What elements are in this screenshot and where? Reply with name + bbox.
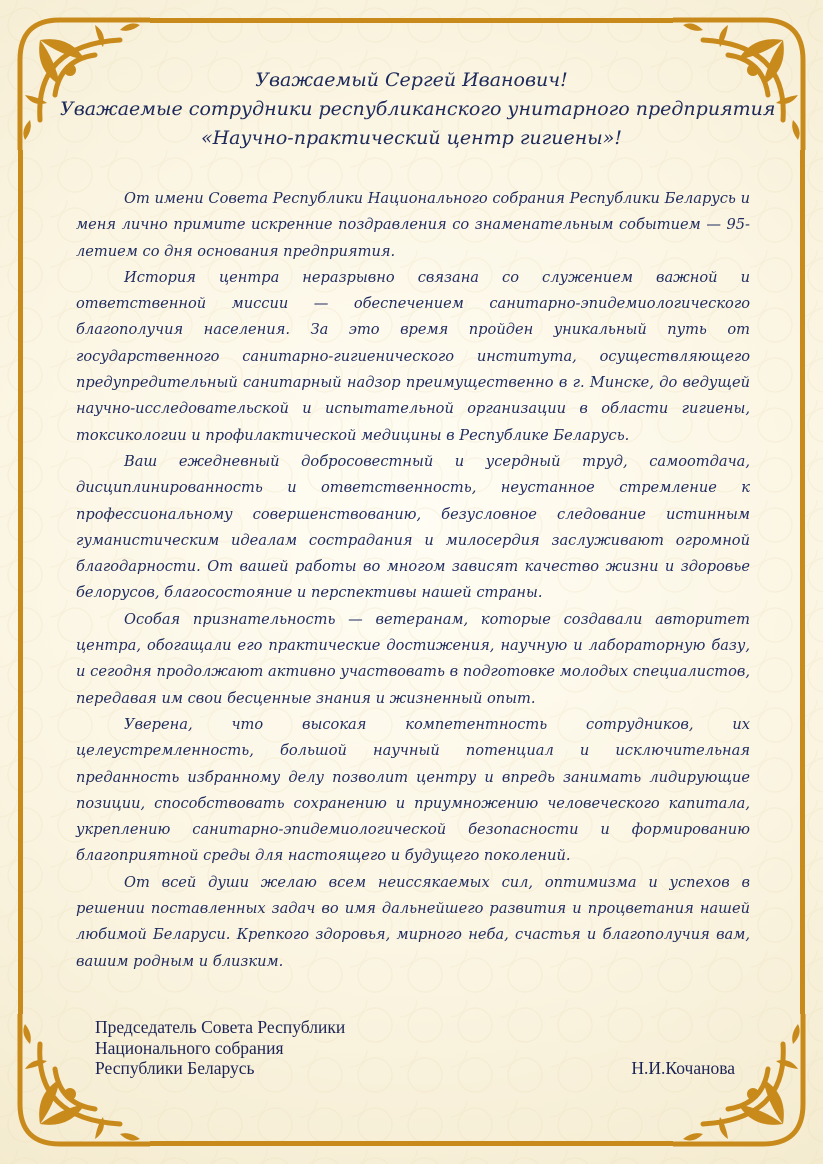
salutation-line-2: Уважаемые сотрудники республиканского унитарного предприятия xyxy=(60,98,776,120)
corner-ornament-bottom-right xyxy=(673,1014,823,1164)
paragraph-2: История центра неразрывно связана со служением важной и ответственной миссии — обеспечением санитарно-эпидемиологического благополучия населения. За это время пройден уникальный путь от государственного санитарно-гигиенического института, осуществляющего предупредительный санитарный надзор преимущественно в г. Минске, до ведущей научно-исследовательской и испытательной организации в области гигиены, токсикологии и профилактической медицины в Республике Беларусь. xyxy=(76,268,750,444)
paragraph-5: Уверена, что высокая компетентность сотрудников, их целеустремленность, большой научный потенциал и исключительная преданность избранному делу позволит центру и впредь занимать лидирующие позиции, способствовать сохранению и приумножению человеческого капитала, укреплению санитарно-эпидемиологической безопасности и формированию благоприятной среды для настоящего и будущего поколений. xyxy=(76,715,750,865)
frame-border-right xyxy=(800,150,805,1014)
paragraph-4: Особая признательность — ветеранам, которые создавали авторитет центра, обогащали его практические достижения, научную и лабораторную базу, и сегодня продолжают активно участвовать в подготовке молодых специалистов, передавая им свои бесценные знания и жизненный опыт. xyxy=(76,610,750,707)
salutation-line-3: «Научно-практический центр гигиены»! xyxy=(200,127,623,149)
paragraph-3: Ваш ежедневный добросовестный и усердный труд, самоотдача, дисциплинированность и ответственность, неустанное стремление к профессиональному совершенствованию, безусловное следование истинным гуманистическим идеалам сострадания и милосердия заслуживают огромной благодарности. От вашей работы во многом зависят качество жизни и здоровье белорусов, благосостояние и перспективы нашей страны. xyxy=(76,452,750,602)
paragraph-1: От имени Совета Республики Национального собрания Республики Беларусь и меня лично примите искренние поздравления со знаменательным событием — 95-летием со дня основания предприятия. xyxy=(76,190,750,260)
letter-body xyxy=(76,186,750,975)
frame-border-bottom xyxy=(150,1141,673,1146)
frame-border-top xyxy=(150,18,673,23)
signature-name: Н.И.Кочанова xyxy=(631,1058,735,1078)
letter-heading xyxy=(60,66,776,153)
signature-title xyxy=(95,1017,345,1079)
salutation-line-1: Уважаемый Сергей Иванович! xyxy=(255,69,568,91)
signature-title-line-1: Председатель Совета Республики xyxy=(95,1017,346,1037)
frame-border-left xyxy=(18,150,23,1014)
signature-title-line-2: Национального собрания xyxy=(95,1037,284,1058)
signature-title-line-3: Республики Беларусь xyxy=(95,1058,255,1078)
paragraph-6: От всей души желаю всем неиссякаемых сил, оптимизма и успехов в решении поставленных задач во имя дальнейшего развития и процветания нашей любимой Беларуси. Крепкого здоровья, мирного неба, счастья и благополучия вам, вашим родным и близким. xyxy=(76,873,750,970)
